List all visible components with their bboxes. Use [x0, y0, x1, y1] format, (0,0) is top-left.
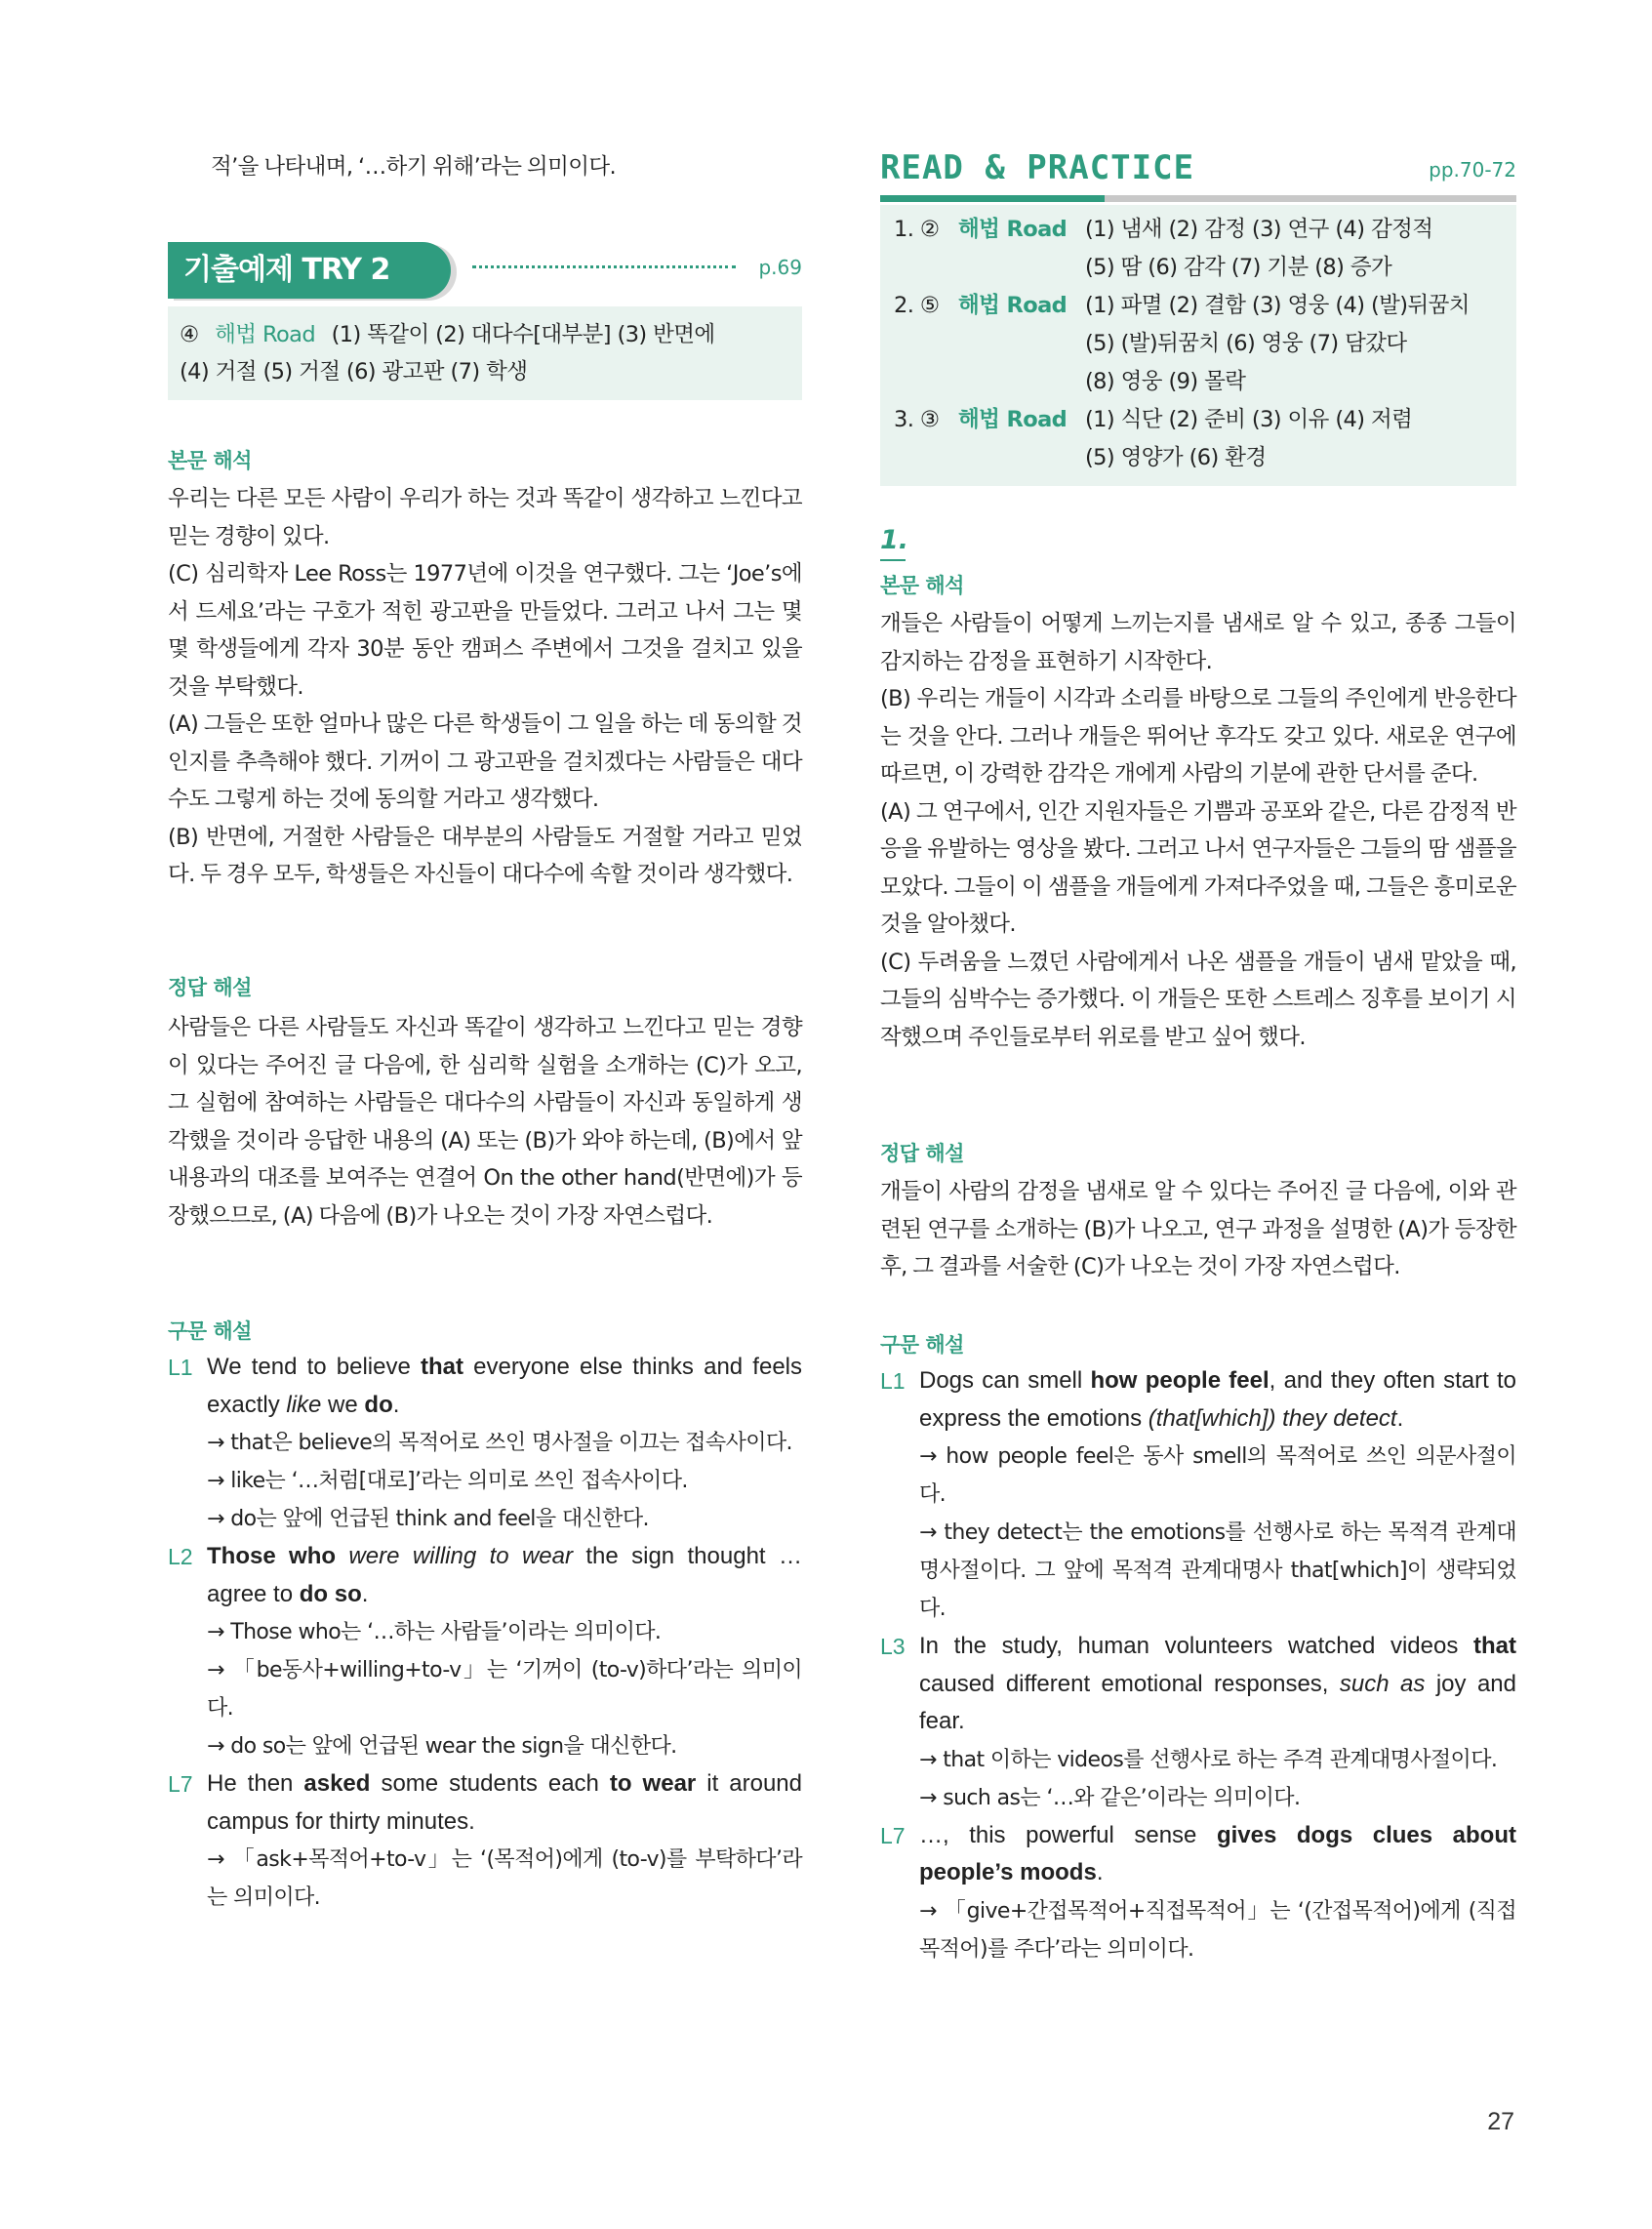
translation-heading: 본문 해석	[168, 449, 252, 472]
syntax-note: → do는 앞에 언급된 think and feel을 대신한다.	[207, 1507, 649, 1531]
top-continuation-line: 적’을 나타내며, ‘…하기 위해’라는 의미이다.	[211, 154, 617, 180]
try-answer-box	[168, 306, 802, 400]
line-label: L2	[168, 1544, 193, 1569]
answer-explanation: 사람들은 다른 사람들도 자신과 똑같이 생각하고 느낀다고 믿는 경향이 있다는 주어진 글 다음에, 한 심리학 실험을 소개하는 (C)가 오고, 그 실험에 참여하는 사람들은 대다수의 사람들이 자신과 동일하게 생각했을 것이라 응답한 내용의 (A) 또는 (B)가 와야 하는데, (B)에서 앞 내용과의 대조를 보여주는 연결어 On the other hand(반면에)가 등장했으므로, (A) 다음에 (B)가 나오는 것이 가장 자연스럽다.	[168, 1015, 802, 1229]
page-number: 27	[1487, 2108, 1514, 2135]
section-number-underline	[880, 559, 906, 561]
translation-body	[880, 605, 1516, 1056]
answer-explanation-heading: 정답 해설	[880, 1142, 964, 1165]
answer-row-3: 3. ③ 해법 Road (1) 식단 (2) 준비 (3) 이유 (4) 저렴 (5) 영양가 (6) 환경	[894, 407, 1413, 470]
syntax-note: → 「be동사+willing+to-v」는 ‘기꺼이 (to-v)하다’라는 의미이다.	[207, 1658, 802, 1721]
read-practice-title: READ & PRACTICE	[880, 148, 1195, 187]
translation-paragraph: 우리는 다른 모든 사람이 우리가 하는 것과 똑같이 생각하고 느낀다고 믿는 경향이 있다.	[168, 486, 802, 549]
answer-road-label: 해법 Road	[215, 322, 316, 347]
syntax-item-l7: L7 He then asked some students each to wear it around campus for thirty minutes.	[168, 1765, 802, 1841]
title-underline-bar	[880, 195, 1516, 202]
answer-line-1: (1) 똑같이 (2) 대다수[대부분] (3) 반면에	[331, 322, 715, 347]
translation-body	[168, 480, 802, 894]
read-practice-pages: pp.70-72	[1429, 158, 1516, 182]
answer-row-2: 2. ⑤ 해법 Road (1) 파멸 (2) 결함 (3) 영웅 (4) (발)뒤꿈치 (5) (발)뒤꿈치 (6) 영웅 (7) 담갔다 (8) 영웅 (9) 몰락	[894, 293, 1470, 394]
line-label: L7	[880, 1822, 906, 1848]
practice-answers-box	[880, 205, 1516, 486]
syntax-item-l1: L1 Dogs can smell how people feel, and they often start to express the emotions (that[which]) they detect.	[880, 1362, 1516, 1438]
section-number: 1.	[880, 525, 909, 555]
syntax-note: → such as는 ‘…와 같은’이라는 의미이다.	[919, 1785, 1301, 1810]
syntax-note: → they detect는 the emotions를 선행사로 하는 목적격 관계대명사절이다. 그 앞에 목적격 관계대명사 that[which]이 생략되었다.	[919, 1520, 1516, 1621]
syntax-item-l7: L7 …, this powerful sense gives dogs clues about people’s moods.	[880, 1817, 1516, 1892]
syntax-note: → Those who는 ‘…하는 사람들’이라는 의미이다.	[207, 1620, 662, 1644]
answer-explanation-heading: 정답 해설	[168, 976, 252, 999]
translation-paragraph: (C) 두려움을 느꼈던 사람에게서 나온 샘플을 개들이 냄새 맡았을 때, 그들의 심박수는 증가했다. 이 개들은 또한 스트레스 징후를 보이기 시작했으며 주인들로부터 위로를 받고 싶어 했다.	[880, 949, 1516, 1050]
syntax-heading: 구문 해설	[880, 1333, 964, 1357]
translation-paragraph: (B) 반면에, 거절한 사람들은 대부분의 사람들도 거절할 거라고 믿었다. 두 경우 모두, 학생들은 자신들이 대다수에 속할 것이라 생각했다.	[168, 824, 802, 887]
try-header	[168, 242, 802, 303]
line-label: L1	[880, 1368, 906, 1394]
line-label: L1	[168, 1355, 193, 1380]
try-page-ref: p.69	[758, 256, 802, 279]
syntax-item-l1: L1 We tend to believe that everyone else thinks and feels exactly like we do.	[168, 1349, 802, 1424]
line-label: L3	[880, 1634, 906, 1659]
translation-paragraph: (C) 심리학자 Lee Ross는 1977년에 이것을 연구했다. 그는 ‘Joe’s에서 드세요’라는 구호가 적힌 광고판을 만들었다. 그러고 나서 그는 몇몇 학생들에게 각자 30분 동안 캠퍼스 주변에서 그것을 걸치고 있을 것을 부탁했다.	[168, 561, 802, 700]
syntax-note: → do so는 앞에 언급된 wear the sign을 대신한다.	[207, 1734, 677, 1759]
answer-row-1: 1. ② 해법 Road (1) 냄새 (2) 감정 (3) 연구 (4) 감정적 (5) 땀 (6) 감각 (7) 기분 (8) 증가	[894, 217, 1433, 280]
syntax-note: → that은 believe의 목적어로 쓰인 명사절을 이끄는 접속사이다.	[207, 1431, 792, 1455]
translation-paragraph: (B) 우리는 개들이 시각과 소리를 바탕으로 그들의 주인에게 반응한다는 것을 안다. 그러나 개들은 뛰어난 후각도 갖고 있다. 새로운 연구에 따르면, 이 강력한 감각은 개에게 사람의 기분에 관한 단서를 준다.	[880, 686, 1516, 787]
syntax-item-l2: L2 Those who were willing to wear the sign thought … agree to do so.	[168, 1538, 802, 1613]
translation-heading: 본문 해석	[880, 574, 964, 597]
syntax-note: → that 이하는 videos를 선행사로 하는 주격 관계대명사절이다.	[919, 1747, 1498, 1772]
syntax-heading: 구문 해설	[168, 1319, 252, 1343]
answer-number: ④	[180, 322, 199, 347]
syntax-note: → like는 ‘…처럼[대로]’라는 의미로 쓰인 접속사이다.	[207, 1469, 688, 1493]
answer-explanation: 개들이 사람의 감정을 냄새로 알 수 있다는 주어진 글 다음에, 이와 관련된 연구를 소개하는 (B)가 나오고, 연구 과정을 설명한 (A)가 등장한 후, 그 결과를 서술한 (C)가 나오는 것이 가장 자연스럽다.	[880, 1179, 1516, 1279]
syntax-note: → how people feel은 동사 smell의 목적어로 쓰인 의문사절이다.	[919, 1444, 1516, 1507]
answer-line-2: (4) 거절 (5) 거절 (6) 광고판 (7) 학생	[180, 359, 528, 385]
line-label: L7	[168, 1771, 193, 1797]
syntax-note: → 「give+간접목적어+직접목적어」는 ‘(간접목적어)에게 (직접목적어)를 주다’라는 의미이다.	[919, 1898, 1516, 1962]
syntax-body	[880, 1362, 1516, 1968]
try-title: 기출예제 TRY 2	[168, 242, 451, 299]
translation-paragraph: 개들은 사람들이 어떻게 느끼는지를 냄새로 알 수 있고, 종종 그들이 감지하는 감정을 표현하기 시작한다.	[880, 611, 1516, 674]
syntax-body	[168, 1349, 802, 1917]
syntax-note: → 「ask+목적어+to-v」는 ‘(목적어)에게 (to-v)를 부탁하다’라는 의미이다.	[207, 1847, 802, 1910]
translation-paragraph: (A) 그들은 또한 얼마나 많은 다른 학생들이 그 일을 하는 데 동의할 것인지를 추측해야 했다. 기꺼이 그 광고판을 걸치겠다는 사람들은 대다수도 그렇게 하는 것에 동의할 거라고 생각했다.	[168, 711, 802, 812]
syntax-item-l3: L3 In the study, human volunteers watched videos that caused different emotional responses, such as joy and fear.	[880, 1628, 1516, 1741]
translation-paragraph: (A) 그 연구에서, 인간 지원자들은 기쁨과 공포와 같은, 다른 감정적 반응을 유발하는 영상을 봤다. 그러고 나서 연구자들은 그들의 땀 샘플을 모았다. 그들이 이 샘플을 개들에게 가져다주었을 때, 그들은 흥미로운 것을 알아챘다.	[880, 798, 1516, 937]
